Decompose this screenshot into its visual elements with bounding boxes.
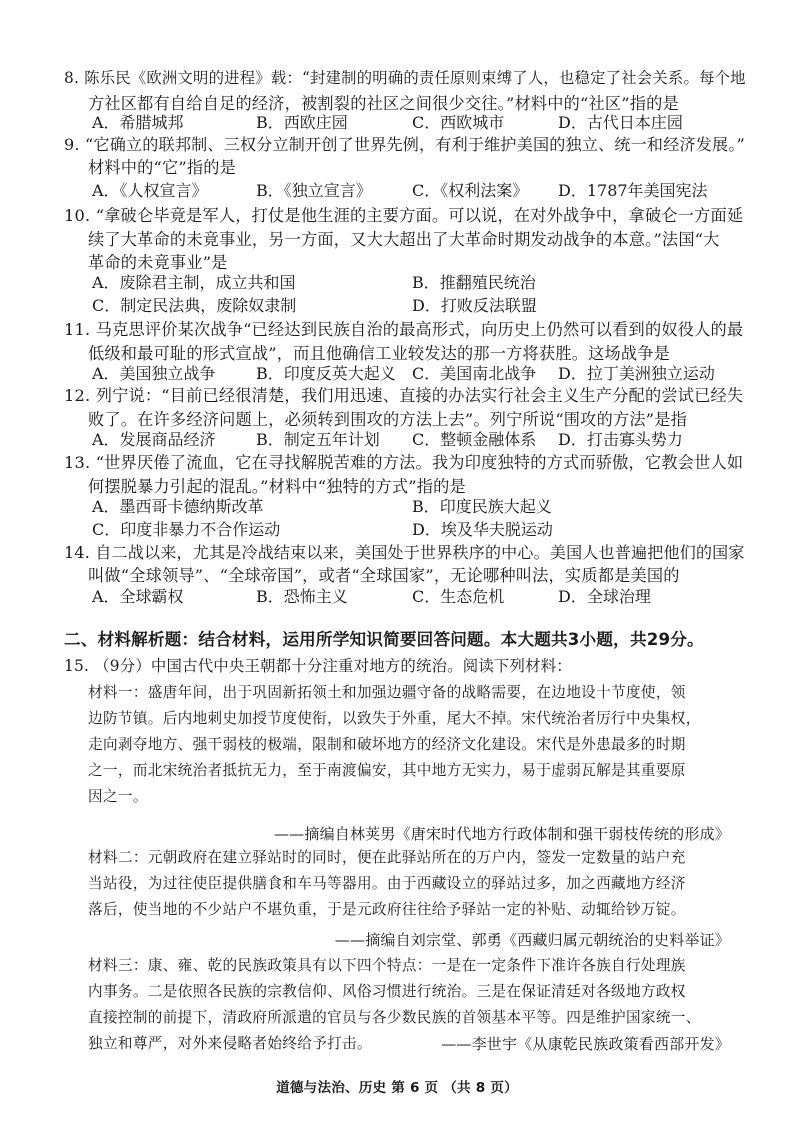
question-12-option-d: D．打击寡头势力 bbox=[558, 430, 683, 449]
material-1-line-5: 因之一。 bbox=[88, 788, 148, 805]
question-11-option-b: B．印度反英大起义 bbox=[256, 364, 396, 383]
question-9-option-d: D．1787年美国宪法 bbox=[558, 181, 708, 200]
question-13-option-b: B．印度民族大起义 bbox=[412, 497, 552, 516]
question-14-line-1: 14. 自二战以来，尤其是冷战结束以来，美国处于世界秩序的中心。美国人也普遍把他们的国家 bbox=[64, 543, 745, 562]
question-8-line-2: 方社区都有自给自足的经济，被割裂的社区之间很少交往。”材料中的“社区”指的是 bbox=[88, 94, 679, 113]
material-1-source: ——摘编自林荚男《唐宋时代地方行政体制和强干弱枝传统的形成》 bbox=[273, 825, 730, 843]
material-2-source: ——摘编自刘宗堂、郭勇《西藏归属元朝统治的史料举证》 bbox=[334, 931, 730, 949]
question-8-option-c: C．西欧城市 bbox=[412, 113, 505, 132]
question-14-option-b: B．恐怖主义 bbox=[256, 587, 348, 606]
question-9-option-a: A．《人权宣言》 bbox=[92, 181, 208, 200]
question-8-option-a: A．希腊城邦 bbox=[92, 113, 184, 132]
material-1-line-2: 边防节镇。后内地刺史加授节度使衔，以致失于外重，尾大不掉。宋代统治者厉行中央集权， bbox=[88, 710, 701, 727]
question-11-option-c: C．美国南北战争 bbox=[412, 364, 537, 383]
question-9-option-c: C．《权利法案》 bbox=[412, 181, 529, 200]
question-12-option-a: A．发展商品经济 bbox=[92, 430, 216, 449]
question-10-option-a: A．废除君主制，成立共和国 bbox=[92, 273, 296, 292]
question-10-line-2: 续了大革命的未竟事业，另一方面，又大大超出了大革命时期发动战争的本意。”法国“大 bbox=[88, 230, 720, 249]
question-14-line-2: 叫做“全球领导”、“全球帝国”，或者“全球国家”，无论哪种叫法，实质都是美国的 bbox=[88, 566, 680, 585]
question-12-line-2: 败了。在许多经济问题上，必须转到围攻的方法上去”。列宁所说“围攻的方法”是指 bbox=[88, 410, 687, 429]
question-10-option-c: C．制定民法典，废除奴隶制 bbox=[92, 296, 297, 315]
material-2-line-2: 当站役，为过往使臣提供膳食和车马等器用。由于西藏设立的驿站过多，加之西藏地方经济 bbox=[88, 875, 686, 892]
question-13-option-a: A．墨西哥卡德纳斯改革 bbox=[92, 497, 264, 516]
material-1-line-3: 走向剥夺地方、强干弱枝的极端，限制和破坏地方的经济文化建设。宋代是外患最多的时期 bbox=[88, 736, 686, 753]
question-10-option-b: B．推翻殖民统治 bbox=[412, 273, 536, 292]
question-8-line-1: 8. 陈乐民《欧洲文明的进程》载：“封建制的明确的责任原则束缚了人，也稳定了社会关系。每个地 bbox=[64, 69, 746, 87]
question-11-option-d: D．拉丁美洲独立运动 bbox=[558, 364, 715, 383]
question-13-option-c: C．印度非暴力不合作运动 bbox=[92, 520, 281, 539]
question-10-option-d: D．打败反法联盟 bbox=[412, 296, 537, 315]
material-3-line-1: 材料三：康、雍、乾的民族政策具有以下四个特点：一是在一定条件下准许各族自行处理族 bbox=[88, 957, 686, 974]
question-14-option-a: A．全球霸权 bbox=[92, 587, 184, 606]
material-1-line-1: 材料一：盛唐年间，出于巩固新拓领土和加强边疆守备的战略需要，在边地设十节度使，领 bbox=[88, 684, 686, 701]
question-11-option-a: A．美国独立战争 bbox=[92, 364, 216, 383]
material-1-line-4: 之一，而北宋统治者抵抗无力，至于南渡偏安，其中地方无实力，易于虚弱瓦解是其重要原 bbox=[88, 762, 686, 779]
question-13-line-1: 13. “世界厌倦了流血，它在寻找解脱苦难的方法。我为印度独特的方式而骄傲，它教会世人如 bbox=[64, 453, 744, 472]
material-3-line-4: 独立和尊严，对外来侵略者始终给予打击。 bbox=[88, 1035, 372, 1052]
question-12-line-1: 12. 列宁说：“目前已经很清楚，我们用迅速、直接的办法实行社会主义生产分配的尝试已经失 bbox=[64, 386, 744, 405]
material-3-line-3: 直接控制的前提下，清政府所派遣的官员与各少数民族的首领基本平等。四是维护国家统一、 bbox=[88, 1009, 701, 1026]
material-3-line-2: 内事务。二是依照各民族的宗教信仰、风俗习惯进行统治。三是在保证清廷对各级地方政权 bbox=[88, 983, 686, 1000]
question-12-option-c: C．整顿金融体系 bbox=[412, 430, 537, 449]
question-15-stem: 15. （9分）中国古代中央王朝都十分注重对地方的统治。阅读下列材料： bbox=[64, 657, 572, 675]
material-3-source: ——李世宇《从康乾民族政策看西部开发》 bbox=[441, 1035, 730, 1053]
question-9-line-2: 材料中的“它”指的是 bbox=[88, 158, 237, 177]
question-14-option-c: C．生态危机 bbox=[412, 587, 505, 606]
question-8-option-d: D．古代日本庄园 bbox=[558, 113, 683, 132]
question-14-option-d: D．全球治理 bbox=[558, 587, 651, 606]
question-8-option-b: B．西欧庄园 bbox=[256, 113, 348, 132]
material-2-line-1: 材料二：元朝政府在建立驿站时的同时，便在此驿站所在的万户内，签发一定数量的站户充 bbox=[88, 849, 686, 866]
question-9-option-b: B．《独立宣言》 bbox=[256, 181, 372, 200]
question-11-line-1: 11. 马克思评价某次战争“已经达到民族自治的最高形式，向历史上仍然可以看到的奴役人的最 bbox=[64, 320, 744, 339]
material-2-line-3: 落后，使当地的不少站户不堪负重，于是元政府往往给予驿站一定的补贴、动辄给钞万锭。 bbox=[88, 901, 686, 918]
section-2-heading: 二、材料解析题：结合材料，运用所学知识简要回答问题。本大题共3小题，共29分。 bbox=[64, 630, 704, 649]
question-11-line-2: 低级和最可耻的形式宣战”，而且他确信工业较发达的那一方将获胜。这场战争是 bbox=[88, 344, 671, 363]
question-13-line-2: 何摆脱暴力引起的混乱。”材料中“独特的方式”指的是 bbox=[88, 477, 466, 496]
question-10-line-3: 革命的未竟事业”是 bbox=[88, 253, 228, 272]
page-footer: 道德与法治、历史 第 6 页 （共 8 页） bbox=[276, 1080, 518, 1096]
question-12-option-b: B．制定五年计划 bbox=[256, 430, 380, 449]
question-13-option-d: D．埃及华夫脱运动 bbox=[412, 520, 553, 539]
question-9-line-1: 9. “它确立的联邦制、三权分立制开创了世界先例，有利于维护美国的独立、统一和经济发展。” bbox=[64, 135, 745, 154]
question-10-line-1: 10. “拿破仑毕竟是军人，打仗是他生涯的主要方面。可以说，在对外战争中，拿破仑一方面延 bbox=[64, 206, 744, 225]
